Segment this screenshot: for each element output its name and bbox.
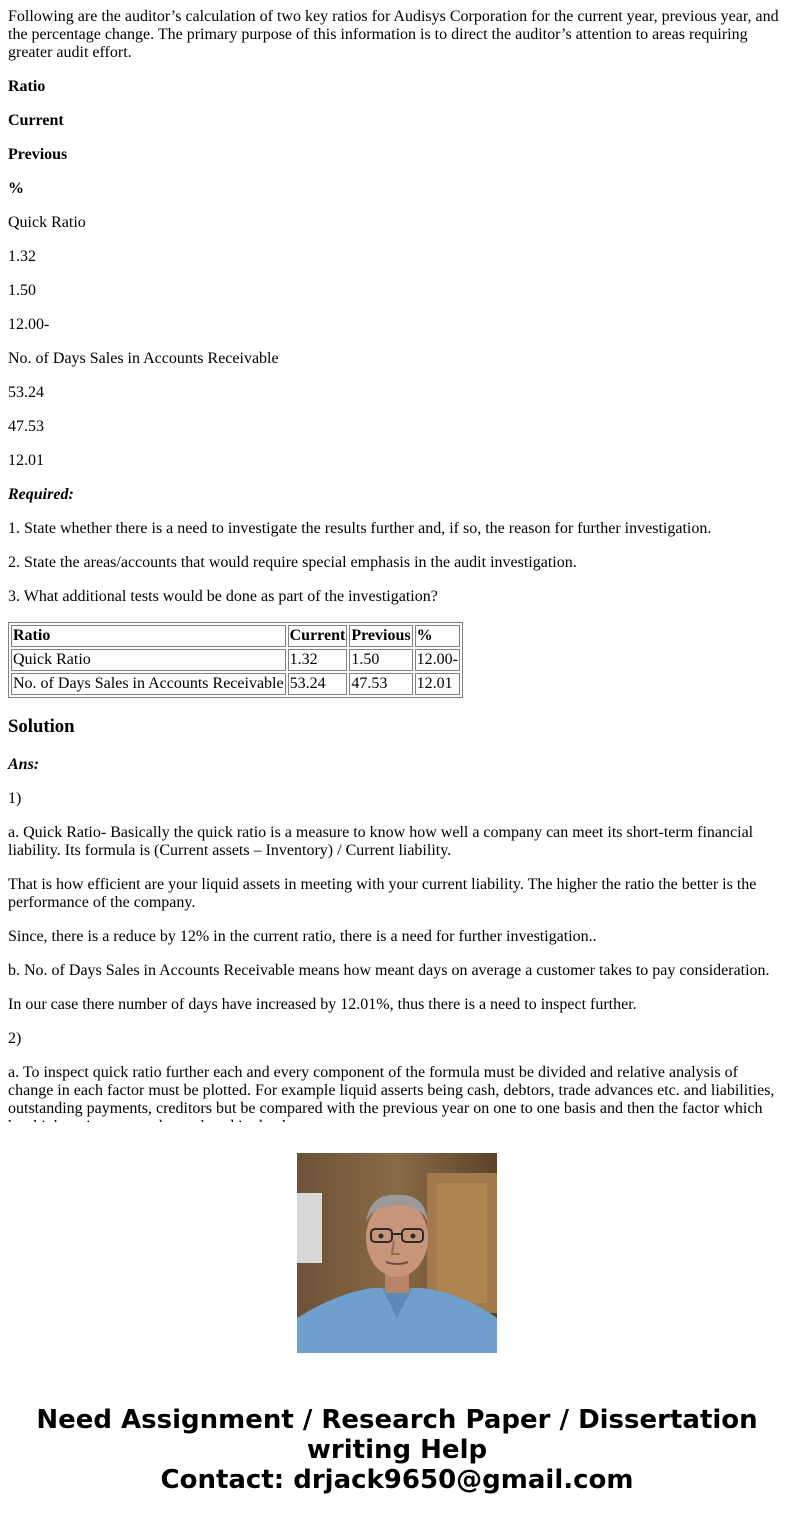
solution-paragraph: 1) bbox=[8, 790, 22, 807]
solution-paragraph: That is how efficient are your liquid assets in meeting with your current liability. The higher the ratio the better is the performance of the company. bbox=[8, 876, 757, 911]
flat-line: 47.53 bbox=[8, 418, 44, 435]
table-header-cell: Ratio bbox=[11, 625, 286, 647]
author-photo-icon bbox=[297, 1153, 497, 1353]
table-cell: 47.53 bbox=[349, 673, 412, 695]
table-row bbox=[11, 673, 460, 695]
flat-line: 1.32 bbox=[8, 248, 36, 265]
flat-line: 1.50 bbox=[8, 282, 36, 299]
answer-label: Ans: bbox=[8, 756, 40, 773]
solution-heading: Solution bbox=[8, 716, 75, 737]
promo-footer bbox=[0, 1122, 794, 1523]
required-item: 3. What additional tests would be done as part of the investigation? bbox=[8, 588, 438, 605]
solution-paragraph: Since, there is a reduce by 12% in the current ratio, there is a need for further investigation.. bbox=[8, 928, 597, 945]
flat-header-previous: Previous bbox=[8, 146, 68, 163]
flat-header-percent: % bbox=[8, 180, 24, 197]
required-item: 1. State whether there is a need to investigate the results further and, if so, the reason for further investigation. bbox=[8, 520, 712, 537]
table-header-row bbox=[11, 625, 460, 647]
table-cell: 12.00- bbox=[415, 649, 460, 671]
author-avatar bbox=[297, 1153, 497, 1353]
table-header-cell: Previous bbox=[349, 625, 412, 647]
promo-line: writing Help bbox=[306, 1435, 488, 1465]
required-label: Required: bbox=[8, 486, 74, 503]
flat-line: 53.24 bbox=[8, 384, 44, 401]
table-cell: No. of Days Sales in Accounts Receivable bbox=[11, 673, 286, 695]
flat-header-current: Current bbox=[8, 112, 64, 129]
flat-line: 12.01 bbox=[8, 452, 44, 469]
table-cell: 12.01 bbox=[415, 673, 460, 695]
intro-paragraph: Following are the auditor’s calculation of two key ratios for Audisys Corporation for the current year, previous year, and the percentage change. The primary purpose of this information is to direct the auditor’s attention to areas requiring greater audit effort. bbox=[8, 8, 779, 61]
table-cell: 1.50 bbox=[349, 649, 412, 671]
solution-paragraph: In our case there number of days have increased by 12.01%, thus there is a need to inspect further. bbox=[8, 996, 637, 1013]
table-cell: 53.24 bbox=[288, 673, 348, 695]
table-row bbox=[11, 649, 460, 671]
promo-line: Need Assignment / Research Paper / Dissertation bbox=[36, 1405, 758, 1435]
solution-paragraph: b. No. of Days Sales in Accounts Receivable means how meant days on average a customer takes to pay consideration. bbox=[8, 962, 770, 979]
table-header-cell: Current bbox=[288, 625, 348, 647]
required-item: 2. State the areas/accounts that would require special emphasis in the audit investigation. bbox=[8, 554, 577, 571]
table-cell: Quick Ratio bbox=[11, 649, 286, 671]
flat-line: 12.00- bbox=[8, 316, 50, 333]
solution-paragraph: 2) bbox=[8, 1030, 22, 1047]
promo-banner bbox=[0, 1405, 794, 1495]
flat-header-ratio: Ratio bbox=[8, 78, 46, 95]
table-header-cell: % bbox=[415, 625, 460, 647]
solution-paragraph: a. Quick Ratio- Basically the quick ratio is a measure to know how well a company can meet its short-term financial liability. Its formula is (Current assets – Inventory) / Current liability. bbox=[8, 824, 754, 859]
solution-paragraph: a. To inspect quick ratio further each and every component of the formula must be divided and relative analysis of change in each factor must be plotted. For example liquid asserts being cash, debtors, trade advances etc. and liabilities, outstanding payments, creditors but be compared with the previous year on one to one basis and then the factor which bbox=[8, 1064, 775, 1117]
table-cell: 1.32 bbox=[288, 649, 348, 671]
ratio-table bbox=[8, 622, 463, 698]
flat-line: No. of Days Sales in Accounts Receivable bbox=[8, 350, 279, 367]
contact-email: Contact: drjack9650@gmail.com bbox=[160, 1465, 634, 1495]
document-content bbox=[8, 0, 786, 1122]
flat-line: Quick Ratio bbox=[8, 214, 86, 231]
